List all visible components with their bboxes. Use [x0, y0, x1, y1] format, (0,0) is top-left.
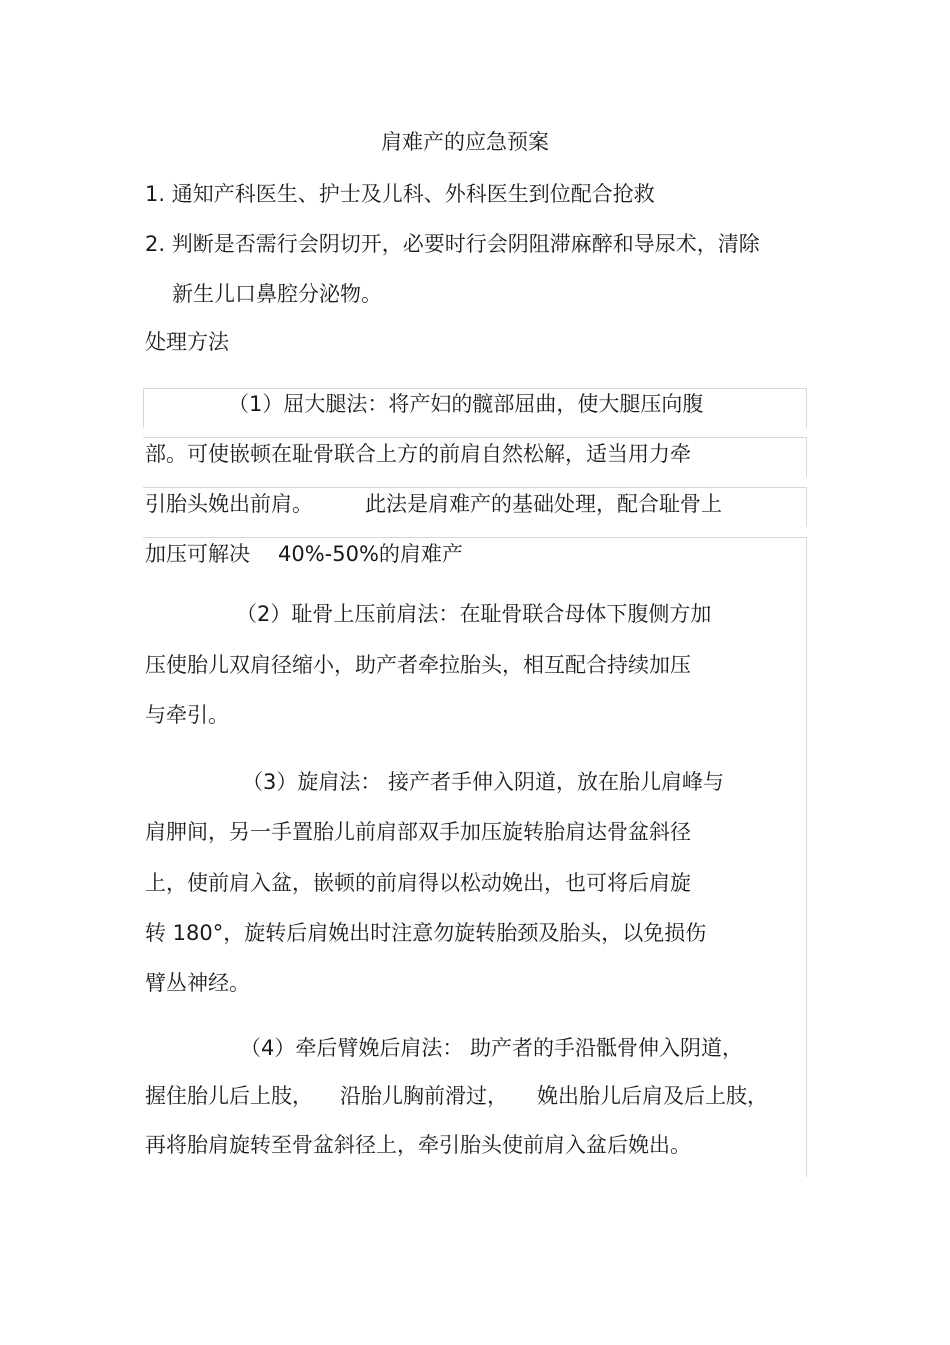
method-3-line-5: 臂丛神经。: [145, 971, 250, 995]
method-2-line-2: 压使胎儿双肩径缩小，助产者牵拉胎头，相互配合持续加压: [145, 653, 691, 677]
table-border-right-1: [806, 388, 807, 428]
step-2-continued: 新生儿口鼻腔分泌物。: [172, 282, 382, 306]
section-heading: 处理方法: [145, 330, 229, 354]
method-4-line-3: 再将胎肩旋转至骨盆斜径上，牵引胎头使前肩入盆后娩出。: [145, 1133, 691, 1157]
method-1-line-4a: 加压可解决: [145, 542, 250, 566]
method-3-line-2: 肩胛间，另一手置胎儿前肩部双手加压旋转胎肩达骨盆斜径: [145, 820, 691, 844]
method-3-line-4: 转 180°，旋转后肩娩出时注意勿旋转胎颈及胎头，以免损伤: [145, 921, 707, 945]
table-border-top-3: [143, 487, 807, 488]
method-4-line-2a: 握住胎儿后上肢，: [145, 1084, 313, 1108]
document-title: 肩难产的应急预案: [381, 130, 549, 154]
table-border-right-2: [806, 437, 807, 477]
table-border-top-4: [143, 537, 807, 538]
method-2-line-1: （2）耻骨上压前肩法：在耻骨联合母体下腹侧方加: [236, 602, 712, 626]
method-4-line-2b: 沿胎儿胸前滑过，: [340, 1084, 508, 1108]
method-1-line-4b: 40%-50%的肩难产: [278, 542, 463, 566]
method-1-line-2: 部。可使嵌顿在耻骨联合上方的前肩自然松解，适当用力牵: [145, 442, 691, 466]
method-3-line-1: （3）旋肩法： 接产者手伸入阴道，放在胎儿肩峰与: [242, 770, 725, 794]
method-1-line-1: （1）屈大腿法：将产妇的髋部屈曲，使大腿压向腹: [228, 392, 704, 416]
table-border-right-4: [806, 537, 807, 1177]
step-2: 2. 判断是否需行会阴切开，必要时行会阴阻滞麻醉和导尿术，清除: [145, 232, 760, 256]
method-3-line-3: 上，使前肩入盆，嵌顿的前肩得以松动娩出，也可将后肩旋: [145, 871, 691, 895]
table-border-top-1: [143, 388, 807, 389]
method-1-line-3b: 此法是肩难产的基础处理，配合耻骨上: [365, 492, 722, 516]
method-4-line-1: （4）牵后臂娩后肩法： 助产者的手沿骶骨伸入阴道，: [240, 1036, 744, 1060]
table-border-top-2: [143, 437, 807, 438]
method-1-line-3a: 引胎头娩出前肩。: [145, 492, 313, 516]
step-1: 1. 通知产科医生、护士及儿科、外科医生到位配合抢救: [145, 182, 655, 206]
method-2-line-3: 与牵引。: [145, 703, 229, 727]
table-border-right-3: [806, 487, 807, 527]
table-border-left-1: [143, 388, 144, 428]
method-4-line-2c: 娩出胎儿后肩及后上肢，: [537, 1084, 768, 1108]
